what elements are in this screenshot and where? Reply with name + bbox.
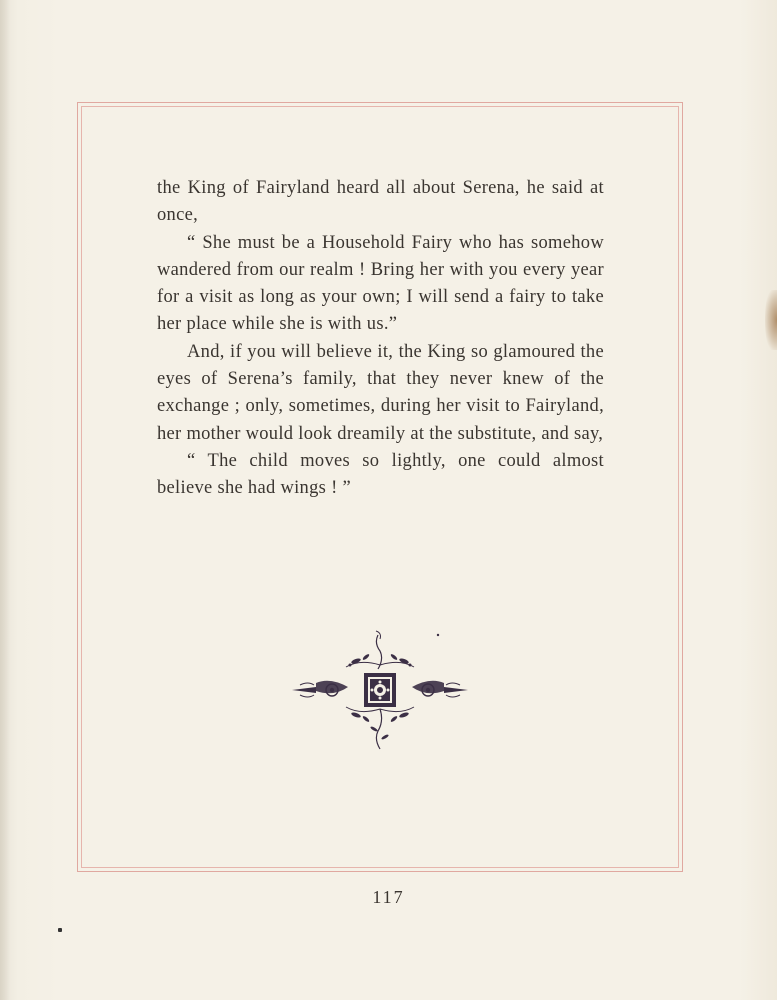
body-text xyxy=(157,175,604,503)
paragraph-4: “ The child moves so lightly, one could almost believe she had wings ! ” xyxy=(157,450,604,499)
paragraph-2: “ She must be a Household Fairy who has somehow wandered from our realm ! Bring her with you every year for a visit as long as your own; I will send a fairy to take her place while she is with us.” xyxy=(157,232,604,335)
paragraph-3: And, if you will believe it, the King so glamoured the eyes of Serena’s family, that they never knew of the exchange ; only, sometimes, during her visit to Fairyland, her mother would look dreamily at the substitute, and say, xyxy=(157,341,604,444)
page-number: 117 xyxy=(372,887,405,907)
ink-speck xyxy=(58,928,62,932)
floral-vignette-icon xyxy=(288,625,472,755)
paragraph-1: the King of Fairyland heard all about Serena, he said at once, xyxy=(157,178,604,226)
paper-stain xyxy=(765,290,777,350)
gutter-shadow xyxy=(0,0,10,1000)
